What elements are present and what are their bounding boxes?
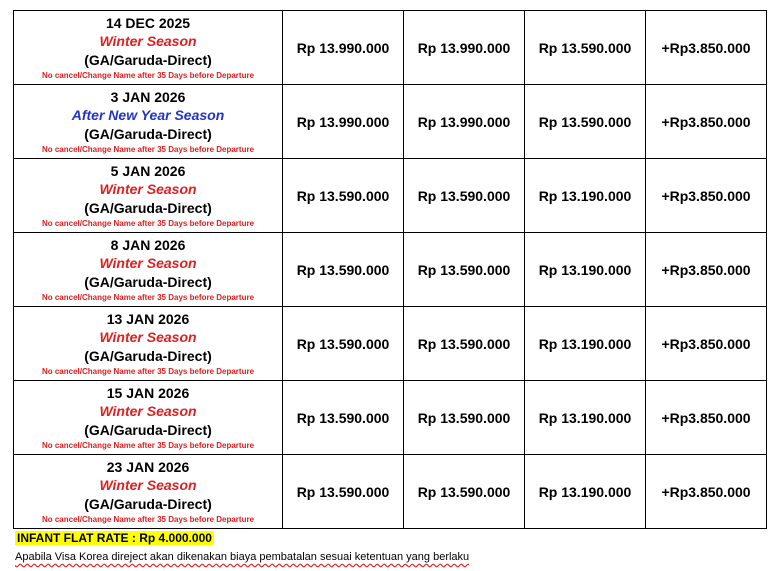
price-1: Rp 13.590.000 (283, 307, 404, 381)
season-label: After New Year Season (71, 106, 225, 123)
departure-cell (14, 455, 283, 529)
airline-label: (GA/Garuda-Direct) (84, 51, 212, 68)
table-row (14, 233, 767, 307)
extra-charge: +Rp3.850.000 (646, 85, 767, 159)
price-1: Rp 13.590.000 (283, 455, 404, 529)
table-row (14, 307, 767, 381)
table-row (14, 159, 767, 233)
price-2: Rp 13.590.000 (404, 381, 525, 455)
price-3: Rp 13.590.000 (525, 85, 646, 159)
departure-date: 15 JAN 2026 (106, 384, 190, 401)
airline-label: (GA/Garuda-Direct) (84, 347, 212, 364)
price-3: Rp 13.590.000 (525, 11, 646, 85)
airline-label: (GA/Garuda-Direct) (84, 199, 212, 216)
airline-label: (GA/Garuda-Direct) (84, 495, 212, 512)
extra-charge: +Rp3.850.000 (646, 159, 767, 233)
departure-cell (14, 233, 283, 307)
departure-cell (14, 307, 283, 381)
season-label: Winter Season (99, 476, 197, 493)
visa-note: Apabila Visa Korea direject akan dikenakan biaya pembatalan sesuai ketentuan yang berlaku (15, 551, 470, 563)
table-row (14, 11, 767, 85)
season-label: Winter Season (99, 32, 197, 49)
table-row (14, 381, 767, 455)
airline-label: (GA/Garuda-Direct) (84, 421, 212, 438)
cancel-note: No cancel/Change Name after 35 Days before Departure (41, 440, 255, 450)
departure-date: 23 JAN 2026 (106, 458, 190, 475)
extra-charge: +Rp3.850.000 (646, 381, 767, 455)
price-1: Rp 13.990.000 (283, 85, 404, 159)
airline-label: (GA/Garuda-Direct) (84, 125, 212, 142)
price-3: Rp 13.190.000 (525, 233, 646, 307)
departure-date: 13 JAN 2026 (106, 310, 190, 327)
season-label: Winter Season (99, 402, 197, 419)
price-2: Rp 13.990.000 (404, 11, 525, 85)
price-3: Rp 13.190.000 (525, 159, 646, 233)
airline-label: (GA/Garuda-Direct) (84, 273, 212, 290)
departure-date: 3 JAN 2026 (110, 88, 186, 105)
price-2: Rp 13.990.000 (404, 85, 525, 159)
cancel-note: No cancel/Change Name after 35 Days before Departure (41, 366, 255, 376)
season-label: Winter Season (99, 328, 197, 345)
cancel-note: No cancel/Change Name after 35 Days before Departure (41, 70, 255, 80)
extra-charge: +Rp3.850.000 (646, 307, 767, 381)
extra-charge: +Rp3.850.000 (646, 455, 767, 529)
price-3: Rp 13.190.000 (525, 307, 646, 381)
extra-charge: +Rp3.850.000 (646, 233, 767, 307)
departure-cell (14, 381, 283, 455)
departure-date: 8 JAN 2026 (110, 236, 186, 253)
departure-cell (14, 85, 283, 159)
season-label: Winter Season (99, 254, 197, 271)
price-1: Rp 13.590.000 (283, 233, 404, 307)
price-2: Rp 13.590.000 (404, 159, 525, 233)
cancel-note: No cancel/Change Name after 35 Days before Departure (41, 144, 255, 154)
table-row (14, 455, 767, 529)
price-3: Rp 13.190.000 (525, 455, 646, 529)
price-3: Rp 13.190.000 (525, 381, 646, 455)
infant-rate: INFANT FLAT RATE : Rp 4.000.000 (17, 531, 212, 545)
price-table (13, 10, 767, 529)
table-row (14, 85, 767, 159)
price-2: Rp 13.590.000 (404, 307, 525, 381)
price-2: Rp 13.590.000 (404, 233, 525, 307)
extra-charge: +Rp3.850.000 (646, 11, 767, 85)
price-1: Rp 13.590.000 (283, 381, 404, 455)
price-1: Rp 13.990.000 (283, 11, 404, 85)
departure-cell (14, 159, 283, 233)
departure-date: 14 DEC 2025 (105, 14, 191, 31)
price-2: Rp 13.590.000 (404, 455, 525, 529)
season-label: Winter Season (99, 180, 197, 197)
departure-cell (14, 11, 283, 85)
cancel-note: No cancel/Change Name after 35 Days before Departure (41, 218, 255, 228)
departure-date: 5 JAN 2026 (110, 162, 186, 179)
price-table-body (14, 11, 767, 529)
price-1: Rp 13.590.000 (283, 159, 404, 233)
cancel-note: No cancel/Change Name after 35 Days before Departure (41, 514, 255, 524)
cancel-note: No cancel/Change Name after 35 Days before Departure (41, 292, 255, 302)
